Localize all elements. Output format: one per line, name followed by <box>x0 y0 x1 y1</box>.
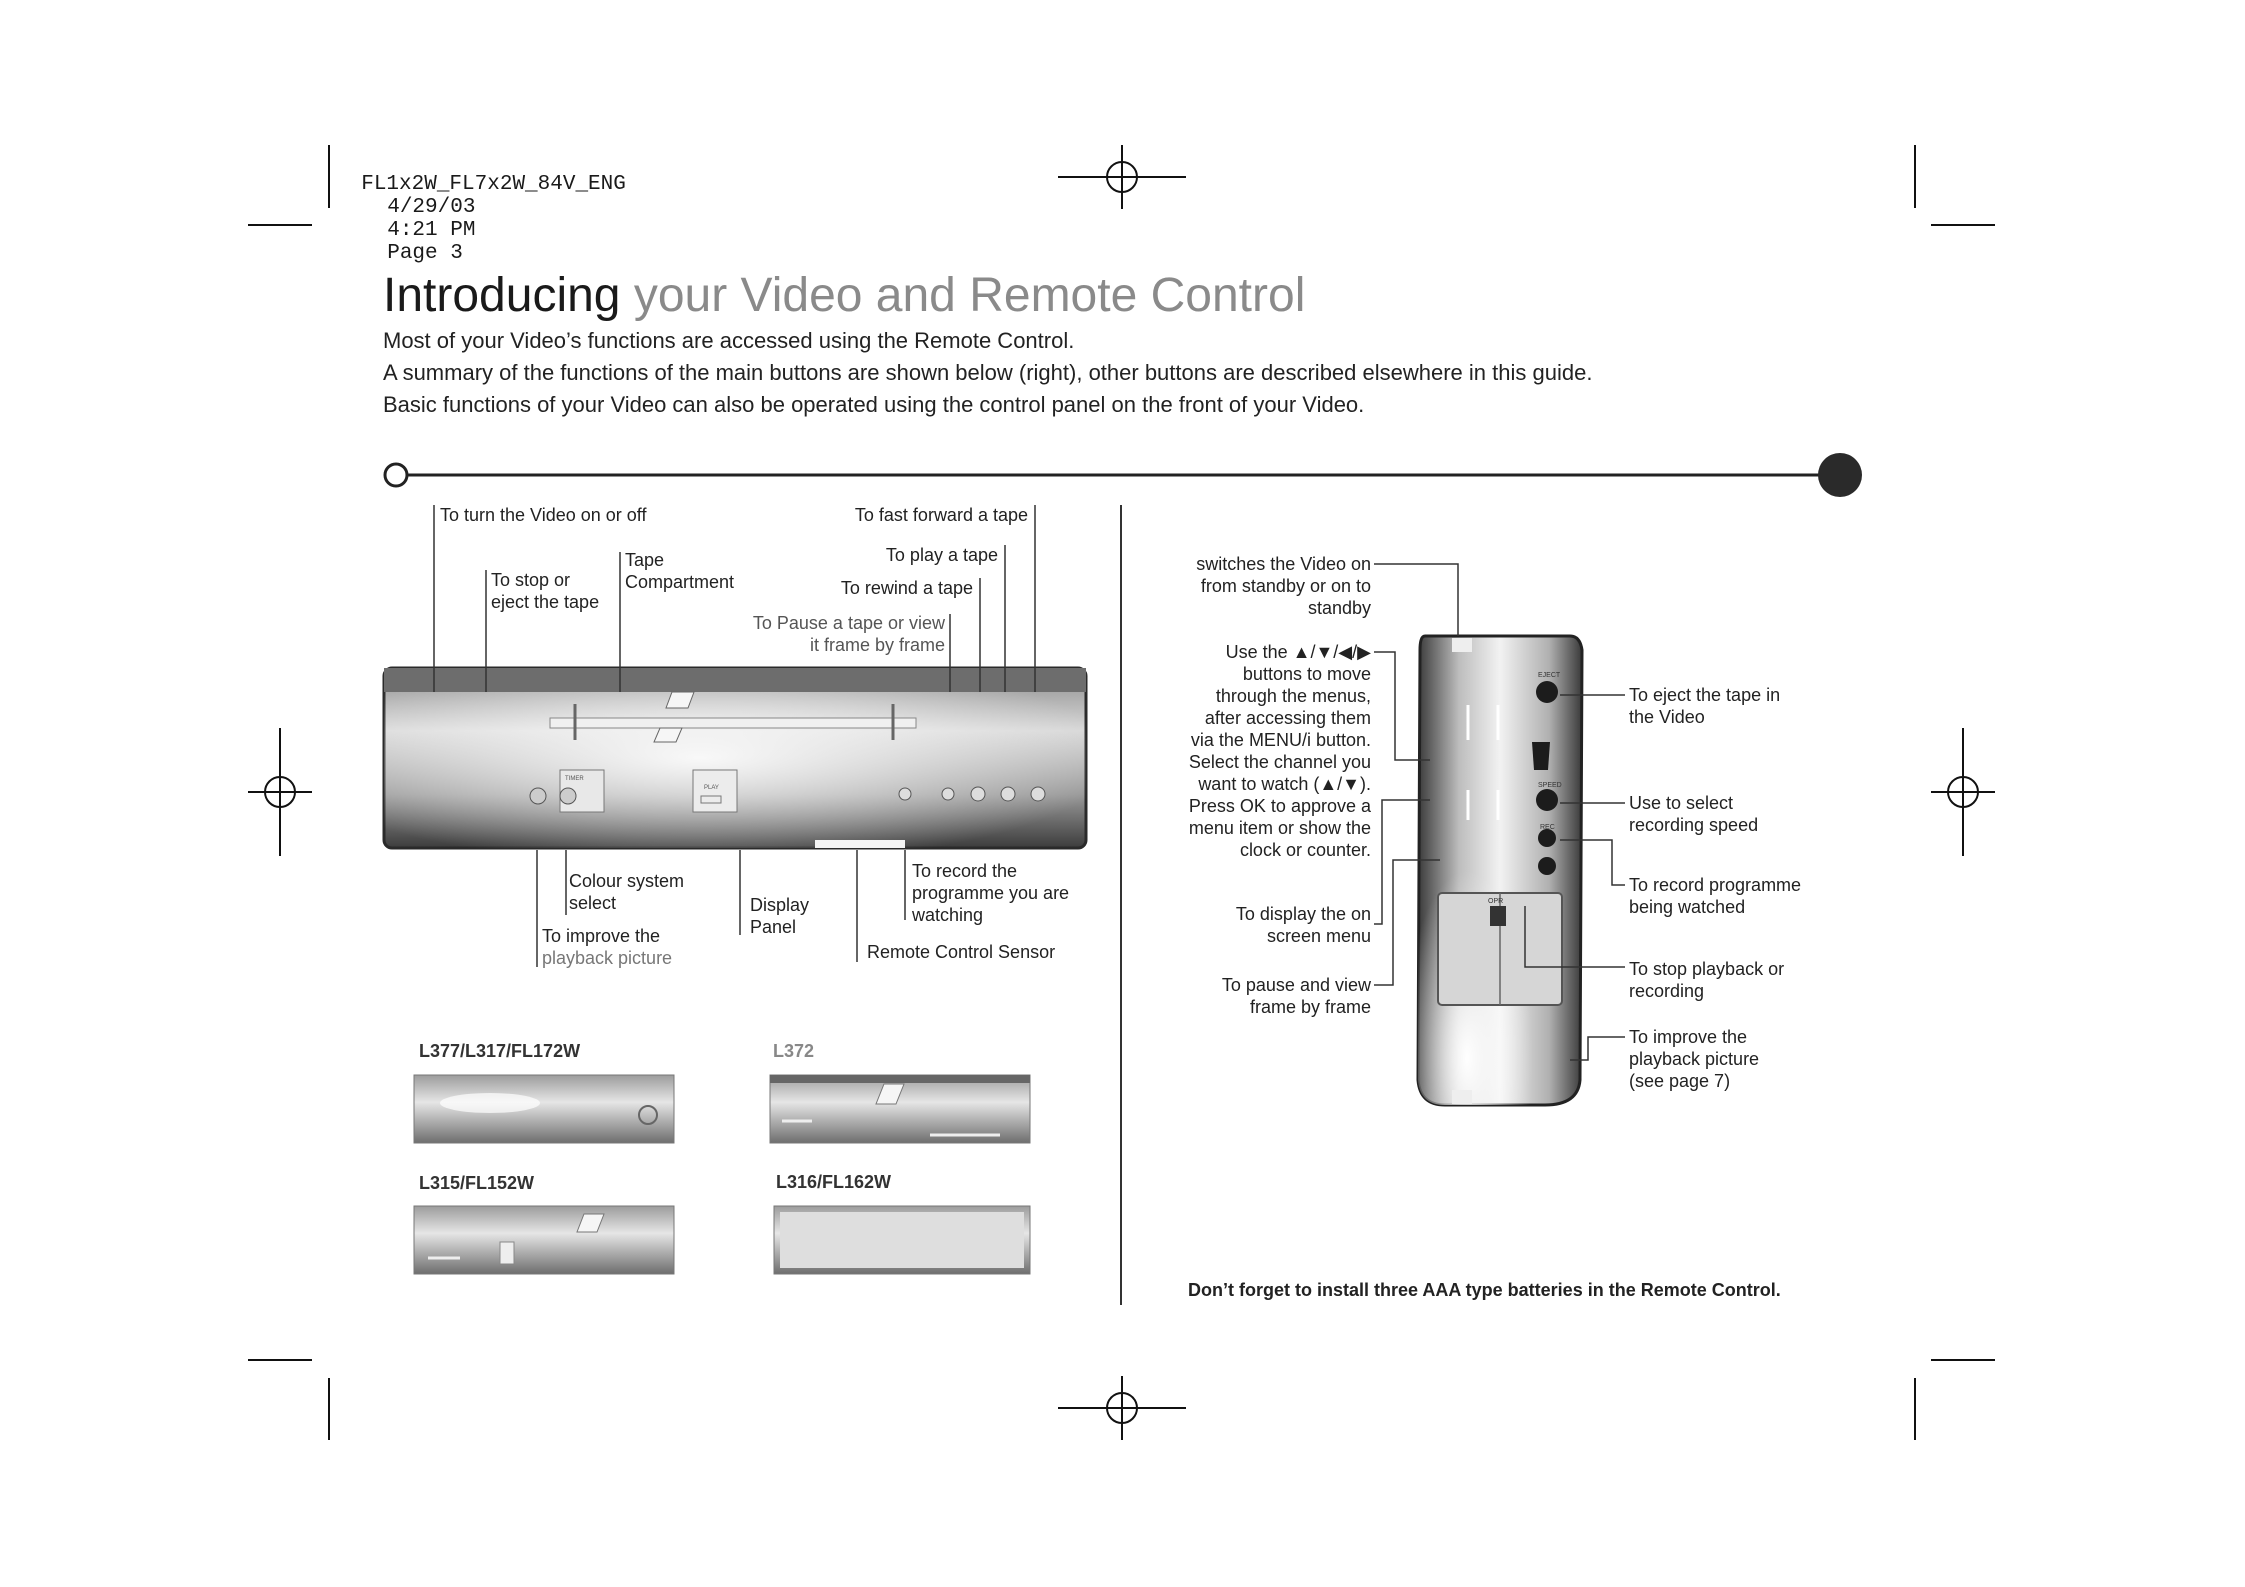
label-line: being watched <box>1629 897 1746 917</box>
label-stop-eject <box>491 569 599 613</box>
label-line: To stop playback or <box>1629 959 1785 979</box>
rule-end-dot <box>1818 453 1862 497</box>
label-display-panel <box>750 894 809 938</box>
label-remote-sensor: Remote Control Sensor <box>867 942 1056 962</box>
remote-eject-label: EJECT <box>1538 672 1561 679</box>
label-line: Display <box>750 895 810 915</box>
label-line: recording <box>1629 981 1705 1001</box>
label-line: Use the ▲/▼/◀/▶ <box>1225 642 1371 662</box>
intro-line: Most of your Video’s functions are accessed using the Remote Control. <box>383 328 1075 353</box>
label-improve-picture <box>542 925 672 969</box>
label-line: playback picture <box>1629 1049 1760 1069</box>
label-rewind: To rewind a tape <box>840 578 973 598</box>
label-fast-forward: To fast forward a tape <box>854 505 1028 525</box>
label-line: Press OK to approve a <box>1188 796 1371 816</box>
label-line: menu item or show the <box>1188 818 1371 838</box>
label-remote-record <box>1629 874 1801 918</box>
label-line: from standby or on to <box>1200 576 1371 596</box>
label-line: select <box>569 893 617 913</box>
intro-line: A summary of the functions of the main buttons are shown below (right), other buttons are described elsewhere in this guide. <box>383 360 1593 385</box>
label-power: To turn the Video on or off <box>440 505 647 525</box>
model-name: L315/FL152W <box>419 1173 535 1193</box>
remote-control <box>1418 636 1582 1105</box>
label-remote-improve <box>1629 1026 1759 1092</box>
label-line: Colour system <box>569 871 685 891</box>
label-line: frame by frame <box>1249 997 1371 1017</box>
label-line: it frame by frame <box>809 635 945 655</box>
label-line: To stop or <box>491 570 571 590</box>
label-line: recording speed <box>1629 815 1759 835</box>
model-name: L372 <box>773 1041 815 1061</box>
label-line: screen menu <box>1266 926 1371 946</box>
label-line: playback picture <box>542 948 673 968</box>
label-line: programme you are <box>912 883 1070 903</box>
model-name: L316/FL162W <box>776 1172 892 1192</box>
vcr-front-panel <box>384 668 1086 848</box>
label-line: watching <box>912 905 984 925</box>
label-line: To record the <box>912 861 1018 881</box>
label-tape-compartment <box>625 549 734 593</box>
label-line: standby <box>1307 598 1371 618</box>
label-line: To pause and view <box>1221 975 1371 995</box>
label-line: Select the channel you <box>1188 752 1371 772</box>
label-line: To display the on <box>1235 904 1371 924</box>
label-line: after accessing them <box>1204 708 1371 728</box>
remote-speed-label: SPEED <box>1538 782 1562 789</box>
label-line: To Pause a tape or view <box>752 613 945 633</box>
rule-start-dot <box>385 464 407 486</box>
label-navigation <box>1189 641 1371 861</box>
battery-note: Don’t forget to install three AAA type batteries in the Remote Control. <box>1188 1280 1781 1300</box>
vcr-play-label: PLAY <box>704 785 719 791</box>
title-light: your Video and Remote Control <box>633 269 1306 322</box>
header-page: Page 3 <box>387 242 463 265</box>
header-date: 4/29/03 <box>387 196 476 219</box>
remote-opr-label: OPR <box>1488 898 1504 905</box>
remote-rec-label: REC <box>1540 824 1555 831</box>
label-line: (see page 7) <box>1629 1071 1731 1091</box>
label-line: eject the tape <box>491 592 600 612</box>
label-line: the Video <box>1629 707 1705 727</box>
label-line: buttons to move <box>1242 664 1371 684</box>
label-line: To eject the tape in <box>1629 685 1781 705</box>
label-line: Compartment <box>625 572 735 592</box>
header-time: 4:21 PM <box>387 219 476 242</box>
label-line: To improve the <box>542 926 661 946</box>
intro-paragraph <box>383 325 1592 421</box>
title-strong: Introducing <box>383 269 621 322</box>
label-line: Panel <box>750 917 797 937</box>
label-line: want to watch (▲/▼). <box>1198 774 1371 794</box>
label-remote-speed <box>1629 792 1758 836</box>
label-osd <box>1236 903 1371 947</box>
intro-line: Basic functions of your Video can also be operated using the control panel on the front of your Video. <box>383 392 1365 417</box>
label-line: through the menus, <box>1215 686 1371 706</box>
label-colour-system <box>569 870 684 914</box>
label-line: To improve the <box>1629 1027 1748 1047</box>
label-line: Tape <box>625 550 665 570</box>
label-line: Use to select <box>1629 793 1734 813</box>
label-standby <box>1196 553 1371 619</box>
label-pause <box>753 612 945 656</box>
header-slug: FL1x2W_FL7x2W_84V_ENG <box>361 173 626 196</box>
label-line: via the MENU/i button. <box>1190 730 1371 750</box>
label-remote-eject <box>1629 684 1780 728</box>
label-remote-stop <box>1629 958 1784 1002</box>
model-name: L377/L317/FL172W <box>419 1041 581 1061</box>
vcr-timer-label: TIMER <box>565 776 584 782</box>
label-record <box>912 860 1069 926</box>
label-line: To record programme <box>1629 875 1802 895</box>
label-play: To play a tape <box>885 545 998 565</box>
label-line: clock or counter. <box>1239 840 1371 860</box>
label-remote-pause <box>1222 974 1371 1018</box>
page-title <box>383 268 1305 324</box>
label-line: switches the Video on <box>1196 554 1371 574</box>
